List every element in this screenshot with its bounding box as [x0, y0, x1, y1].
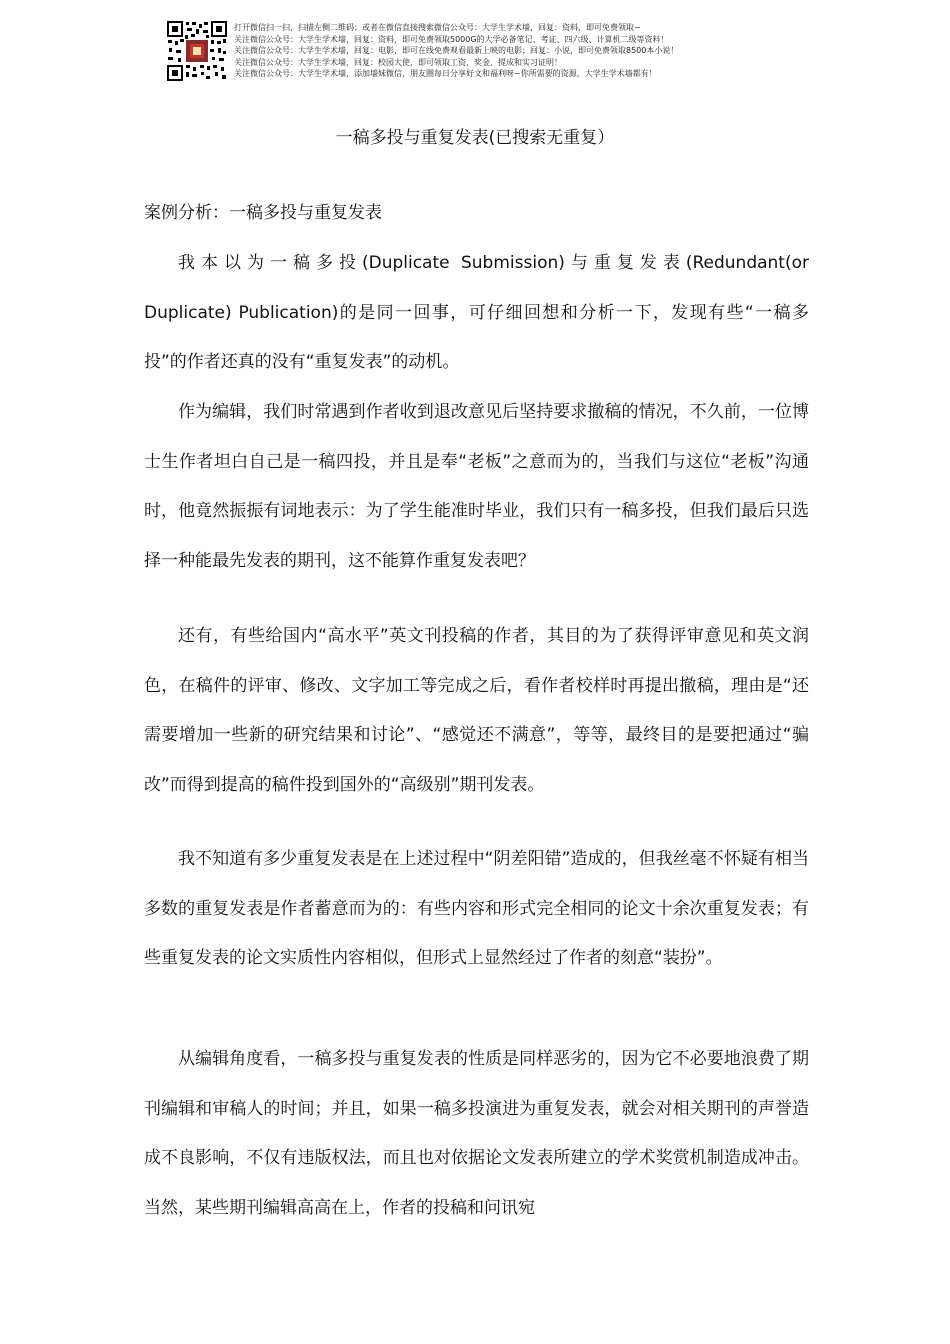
notice-line: 关注微信公众号：大学生学术墙，添加墙妹微信，朋友圈每日分享好文和福利呀~你所需要的资源，大学生学术墙都有！	[234, 69, 657, 79]
document-title: 一稿多投与重复发表(已搜索无重复）	[335, 128, 615, 148]
promo-notice	[234, 22, 774, 80]
paragraph-2: 作为编辑，我们时常遇到作者收到退改意见后坚持要求撤稿的情况，不久前，一位博士生作者坦白自己是一稿四投，并且是奉“老板”之意而为的，当我们与这位“老板”沟通时，他竟然振振有词地表示：为了学生能准时毕业，我们只有一稿多投，但我们最后只选择一种能最先发表的期刊，这不能算作重复发表吧？	[144, 402, 809, 571]
notice-line: 打开微信扫一扫，扫描左侧二维码；或者在微信直接搜索微信公众号：大学生学术墙，回复：资料，即可免费领取~	[234, 23, 641, 32]
promo-header	[166, 20, 766, 86]
notice-line: 关注微信公众号：大学生学术墙，回复：校园大使，即可领取工资、奖金、提成和实习证明！	[234, 57, 562, 67]
notice-line: 关注微信公众号：大学生学术墙，回复：资料，即可免费领取5000G的大学必备笔记、考证、四六级、计算机二级等资料！	[234, 34, 669, 44]
notice-line: 关注微信公众号：大学生学术墙，回复：电影，即可在线免费观看最新上映的电影；回复：小说，即可免费领取8500本小说！	[234, 46, 679, 56]
paragraph-5: 从编辑角度看，一稿多投与重复发表的性质是同样恶劣的，因为它不必要地浪费了期刊编辑和审稿人的时间；并且，如果一稿多投演进为重复发表，就会对相关期刊的声誉造成不良影响，不仅有违版权法，而且也对依据论文发表所建立的学术奖赏机制造成冲击。当然，某些期刊编辑高高在上，作者的投稿和问讯宛	[144, 1049, 809, 1218]
qr-code-image[interactable]	[166, 20, 228, 82]
paragraph-3: 还有，有些给国内“高水平”英文刊投稿的作者，其目的为了获得评审意见和英文润色，在稿件的评审、修改、文字加工等完成之后，看作者校样时再提出撤稿，理由是“还需要增加一些新的研究结果和讨论”、“感觉还不满意”，等等，最终目的是要把通过“骗改”而得到提高的稿件投到国外的“高级别”期刊发表。	[144, 626, 809, 795]
paragraph-4: 我不知道有多少重复发表是在上述过程中“阴差阳错”造成的，但我丝毫不怀疑有相当多数的重复发表是作者蓄意而为的：有些内容和形式完全相同的论文十余次重复发表；有些重复发表的论文实质性内容相似，但形式上显然经过了作者的刻意“装扮”。	[144, 849, 809, 968]
section-heading: 案例分析：一稿多投与重复发表	[144, 203, 382, 223]
paragraph-1: 我本以为一稿多投(Duplicate Submission)与重复发表(Redundant(or Duplicate) Publication)的是同一回事，可仔细回想和分析一下，发现有些“一稿多投”的作者还真的没有“重复发表”的动机。	[144, 253, 809, 372]
